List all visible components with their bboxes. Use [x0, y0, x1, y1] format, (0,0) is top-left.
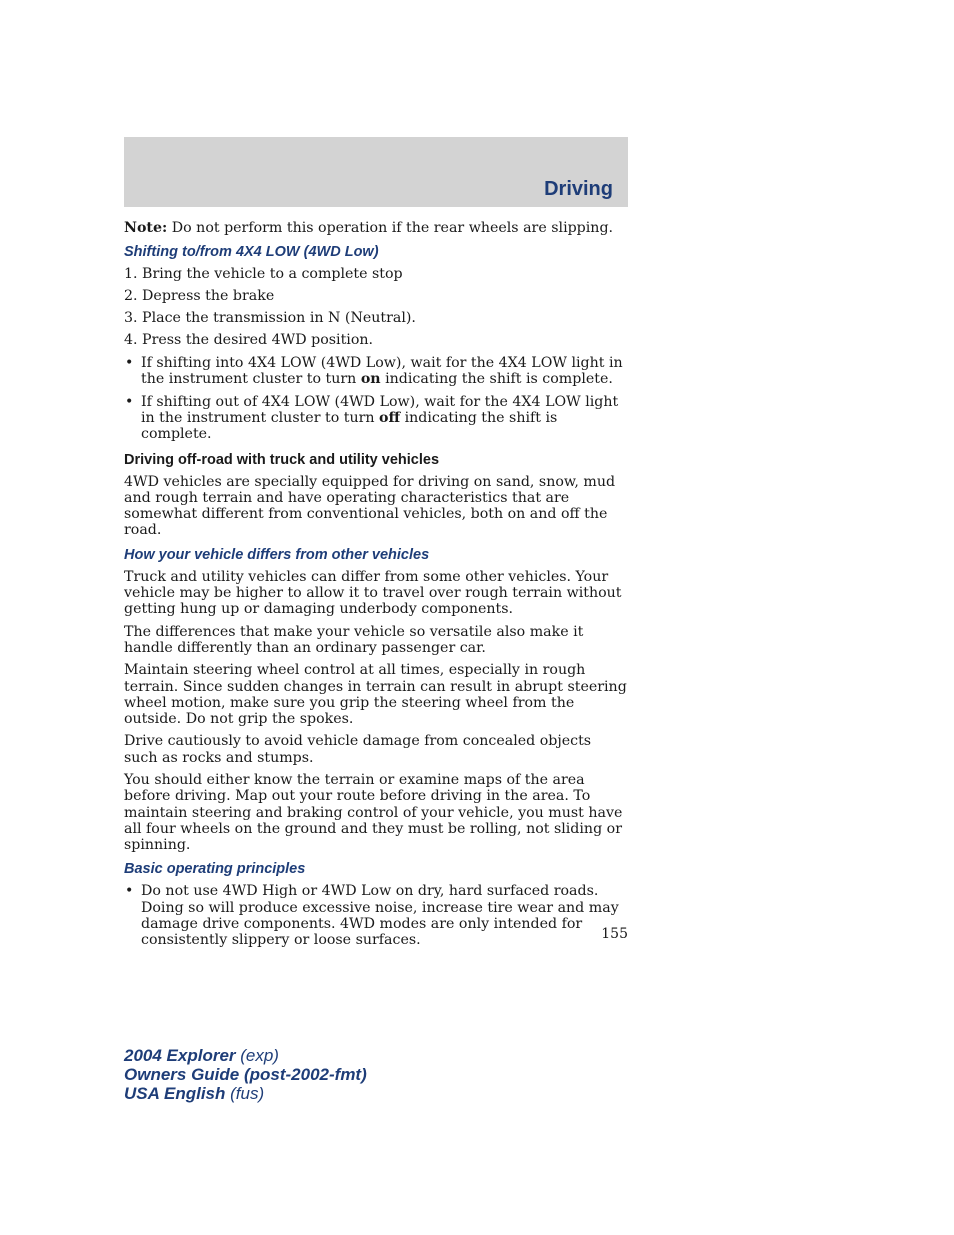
page-content — [124, 220, 628, 955]
heading-basic: Basic operating principles — [124, 861, 306, 878]
bullet-dot: • — [125, 393, 134, 410]
document-footer — [124, 1046, 367, 1103]
bullet-text-pre: If shifting into 4X4 LOW (4WD Low), wait for the 4X4 LOW light in the instrument cluster to turn — [141, 354, 623, 387]
page-number: 155 — [601, 926, 628, 942]
bullet-text-bold: on — [360, 370, 381, 387]
note-paragraph — [124, 220, 628, 236]
heading-differs: How your vehicle differs from other vehicles — [124, 546, 430, 563]
footer-line-language — [124, 1084, 367, 1103]
bullet-dot: • — [125, 883, 134, 900]
step-item: 1. Bring the vehicle to a complete stop — [124, 266, 403, 283]
step-item: 4. Press the desired 4WD position. — [124, 332, 374, 349]
footer-line-guide — [124, 1065, 367, 1084]
footer-model-code: (exp) — [235, 1046, 279, 1065]
footer-model: 2004 Explorer — [124, 1046, 236, 1065]
shifting-bullets-list — [124, 355, 628, 443]
note-label: Note: — [124, 220, 168, 236]
shifting-steps-list — [124, 266, 628, 348]
differs-paragraph: The differences that make your vehicle so versatile also make it handle differently than an ordinary passenger car. — [124, 623, 584, 656]
step-item: 2. Depress the brake — [124, 288, 275, 305]
differs-paragraph: Truck and utility vehicles can differ from some other vehicles. Your vehicle may be higher to allow it to travel over rough terrain without getting hung up or damaging underbody components. — [124, 568, 622, 618]
footer-language-code: (fus) — [225, 1084, 265, 1103]
bullet-text-post: indicating the shift is complete. — [141, 409, 558, 443]
heading-shifting: Shifting to/from 4X4 LOW (4WD Low) — [124, 244, 379, 261]
footer-guide: Owners Guide (post-2002-fmt) — [124, 1065, 367, 1084]
section-header-band — [124, 137, 628, 207]
offroad-paragraph: 4WD vehicles are specially equipped for driving on sand, snow, mud and rough terrain and have operating characteristics that are somewhat different from conventional vehicles, both on and off the road. — [124, 473, 616, 539]
bullet-item — [124, 355, 628, 388]
footer-line-model — [124, 1046, 367, 1065]
bullet-text-bold: off — [379, 409, 401, 426]
note-text: Do not perform this operation if the rear wheels are slipping. — [167, 220, 614, 236]
differs-paragraph: Drive cautiously to avoid vehicle damage from concealed objects such as rocks and stumps. — [124, 733, 592, 766]
bullet-text: Do not use 4WD High or 4WD Low on dry, hard surfaced roads. Doing so will produce excessive noise, increase tire wear and may damage drive components. 4WD modes are only intended for consistently slippery or loose surfaces. — [141, 883, 619, 949]
section-title: Driving — [544, 178, 613, 200]
differs-paragraph: Maintain steering wheel control at all times, especially in rough terrain. Since sudden changes in terrain can result in abrupt steering wheel motion, make sure you grip the steering wheel from the outside. Do not grip the spokes. — [124, 662, 627, 728]
step-item: 3. Place the transmission in N (Neutral). — [124, 310, 416, 327]
differs-paragraph: You should either know the terrain or examine maps of the area before driving. Map out your route before driving in the area. To maintain steering and braking control of your vehicle, you must have all four wheels on the ground and they must be rolling, not sliding or spinning. — [124, 771, 623, 854]
bullet-item — [124, 394, 628, 443]
bullet-text-pre: If shifting out of 4X4 LOW (4WD Low), wait for the 4X4 LOW light in the instrument cluster to turn — [141, 393, 619, 426]
footer-language: USA English — [124, 1084, 226, 1103]
bullet-dot: • — [125, 354, 134, 371]
bullet-text-post: indicating the shift is complete. — [380, 370, 613, 387]
heading-offroad: Driving off-road with truck and utility vehicles — [124, 451, 440, 468]
